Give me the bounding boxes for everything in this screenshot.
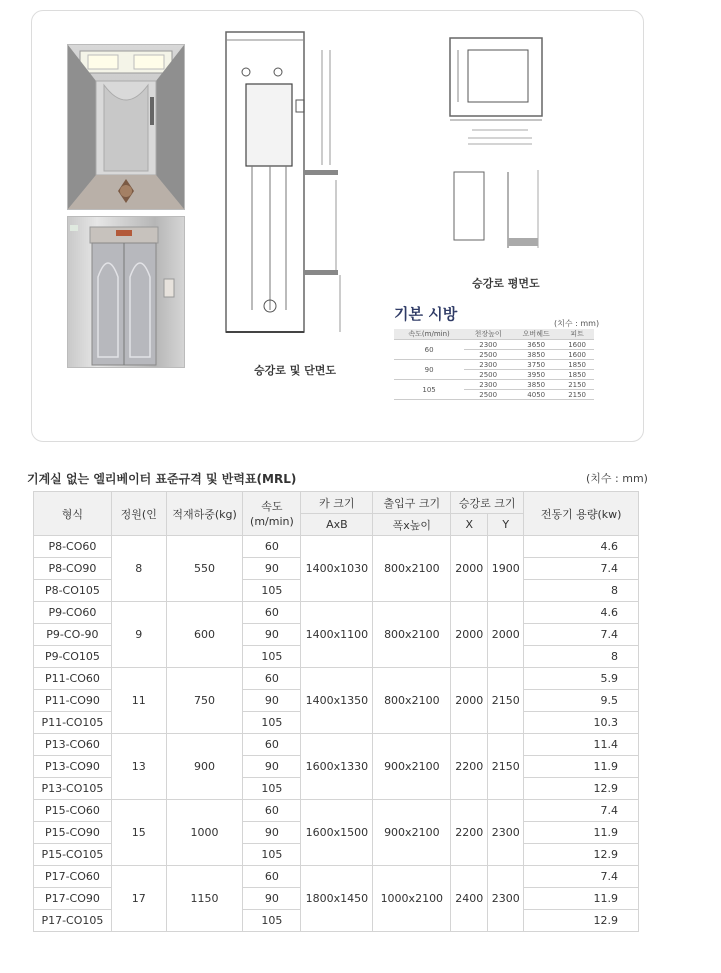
spec-speed: 90: [394, 360, 464, 380]
spec-speed: 60: [394, 340, 464, 360]
header-speed: 속도 (m/min): [243, 492, 301, 536]
model-cell: P17-CO90: [34, 888, 112, 910]
speed-cell: 90: [243, 822, 301, 844]
spec-cell: 2500: [464, 390, 512, 400]
spec-unit: (치수 : mm): [554, 319, 600, 328]
spec-header: 천장높이: [464, 329, 512, 340]
hoistway-y-cell: 2300: [488, 800, 524, 866]
door-size-cell: 900x2100: [373, 734, 451, 800]
speed-cell: 60: [243, 800, 301, 822]
model-cell: P8-CO60: [34, 536, 112, 558]
speed-cell: 90: [243, 888, 301, 910]
spec-cell: 3850: [512, 350, 560, 360]
table-title: 기계실 없는 엘리베이터 표준규격 및 반력표(MRL): [27, 472, 297, 486]
speed-cell: 60: [243, 668, 301, 690]
hoistway-plan-drawing: [428, 20, 558, 270]
spec-cell: 3750: [512, 360, 560, 370]
speed-cell: 105: [243, 778, 301, 800]
motor-capacity-cell: 11.4: [524, 734, 639, 756]
spec-row: [394, 360, 594, 370]
door-size-cell: 1000x2100: [373, 866, 451, 932]
spec-cell: 4050: [512, 390, 560, 400]
header-hw-x: X: [451, 514, 488, 536]
speed-cell: 105: [243, 844, 301, 866]
spec-cell: 3950: [512, 370, 560, 380]
motor-capacity-cell: 7.4: [524, 624, 639, 646]
model-cell: P11-CO105: [34, 712, 112, 734]
load-cell: 600: [166, 602, 243, 668]
model-cell: P15-CO60: [34, 800, 112, 822]
motor-capacity-cell: 11.9: [524, 822, 639, 844]
header-motor: 전동기 용량(kw): [524, 492, 639, 536]
hoistway-x-cell: 2000: [451, 536, 488, 602]
motor-capacity-cell: 12.9: [524, 778, 639, 800]
model-cell: P9-CO-90: [34, 624, 112, 646]
hoistway-x-cell: 2200: [451, 734, 488, 800]
spec-cell: 2150: [560, 390, 594, 400]
hoistway-section-drawing: [212, 20, 362, 350]
model-cell: P11-CO90: [34, 690, 112, 712]
motor-capacity-cell: 9.5: [524, 690, 639, 712]
door-size-cell: 800x2100: [373, 668, 451, 734]
hoistway-y-cell: 2300: [488, 866, 524, 932]
persons-cell: 11: [111, 668, 166, 734]
load-cell: 550: [166, 536, 243, 602]
hoistway-y-cell: 1900: [488, 536, 524, 602]
header-model: 형식: [34, 492, 112, 536]
spec-row: [394, 340, 594, 350]
speed-cell: 60: [243, 866, 301, 888]
motor-capacity-cell: 12.9: [524, 844, 639, 866]
spec-cell: 3650: [512, 340, 560, 350]
hoistway-x-cell: 2200: [451, 800, 488, 866]
table-unit: (치수 : mm): [586, 472, 648, 485]
speed-cell: 90: [243, 558, 301, 580]
motor-capacity-cell: 11.9: [524, 888, 639, 910]
speed-cell: 105: [243, 646, 301, 668]
spec-cell: 2300: [464, 380, 512, 390]
spec-header: 오버헤드: [512, 329, 560, 340]
spec-cell: 2300: [464, 340, 512, 350]
plan-caption: 승강로 평면도: [472, 277, 540, 290]
car-size-cell: 1600x1500: [301, 800, 373, 866]
load-cell: 900: [166, 734, 243, 800]
speed-cell: 105: [243, 910, 301, 932]
car-size-cell: 1600x1330: [301, 734, 373, 800]
motor-capacity-cell: 4.6: [524, 536, 639, 558]
load-cell: 750: [166, 668, 243, 734]
model-cell: P15-CO105: [34, 844, 112, 866]
elevator-door-photo: [67, 216, 185, 368]
motor-capacity-cell: 4.6: [524, 602, 639, 624]
header-hoistway: 승강로 크기: [451, 492, 524, 514]
model-cell: P17-CO60: [34, 866, 112, 888]
load-cell: 1150: [166, 866, 243, 932]
hoistway-x-cell: 2000: [451, 602, 488, 668]
table-row: [34, 800, 639, 822]
spec-table: [394, 329, 594, 400]
header-door: 출입구 크기: [373, 492, 451, 514]
persons-cell: 9: [111, 602, 166, 668]
motor-capacity-cell: 10.3: [524, 712, 639, 734]
hoistway-x-cell: 2400: [451, 866, 488, 932]
header-car-sub: AxB: [301, 514, 373, 536]
motor-capacity-cell: 7.4: [524, 558, 639, 580]
spec-row: [394, 380, 594, 390]
spec-speed: 105: [394, 380, 464, 400]
model-cell: P17-CO105: [34, 910, 112, 932]
table-row: [34, 602, 639, 624]
model-cell: P13-CO60: [34, 734, 112, 756]
motor-capacity-cell: 7.4: [524, 866, 639, 888]
spec-header: 속도(m/min): [394, 329, 464, 340]
spec-cell: 1600: [560, 350, 594, 360]
table-row: [34, 734, 639, 756]
car-size-cell: 1800x1450: [301, 866, 373, 932]
table-row: [34, 668, 639, 690]
persons-cell: 13: [111, 734, 166, 800]
motor-capacity-cell: 11.9: [524, 756, 639, 778]
section-caption: 승강로 및 단면도: [254, 364, 337, 377]
motor-capacity-cell: 5.9: [524, 668, 639, 690]
spec-cell: 3850: [512, 380, 560, 390]
model-cell: P11-CO60: [34, 668, 112, 690]
spec-cell: 2150: [560, 380, 594, 390]
hoistway-y-cell: 2150: [488, 734, 524, 800]
spec-cell: 2500: [464, 370, 512, 380]
header-load: 적재하중(kg): [166, 492, 243, 536]
speed-cell: 105: [243, 580, 301, 602]
speed-cell: 90: [243, 690, 301, 712]
speed-cell: 60: [243, 734, 301, 756]
model-cell: P15-CO90: [34, 822, 112, 844]
spec-cell: 1600: [560, 340, 594, 350]
header-persons: 정원(인: [111, 492, 166, 536]
table-row: [34, 536, 639, 558]
motor-capacity-cell: 12.9: [524, 910, 639, 932]
hoistway-y-cell: 2000: [488, 602, 524, 668]
model-cell: P13-CO105: [34, 778, 112, 800]
model-cell: P9-CO60: [34, 602, 112, 624]
table-row: [34, 866, 639, 888]
motor-capacity-cell: 8: [524, 646, 639, 668]
hoistway-y-cell: 2150: [488, 668, 524, 734]
model-cell: P9-CO105: [34, 646, 112, 668]
door-size-cell: 900x2100: [373, 800, 451, 866]
spec-cell: 2500: [464, 350, 512, 360]
persons-cell: 17: [111, 866, 166, 932]
speed-cell: 60: [243, 536, 301, 558]
persons-cell: 15: [111, 800, 166, 866]
speed-cell: 90: [243, 756, 301, 778]
model-cell: P8-CO90: [34, 558, 112, 580]
door-size-cell: 800x2100: [373, 536, 451, 602]
elevator-interior-photo: [67, 44, 185, 210]
model-cell: P13-CO90: [34, 756, 112, 778]
header-car: 카 크기: [301, 492, 373, 514]
speed-cell: 90: [243, 624, 301, 646]
motor-capacity-cell: 8: [524, 580, 639, 602]
motor-capacity-cell: 7.4: [524, 800, 639, 822]
persons-cell: 8: [111, 536, 166, 602]
car-size-cell: 1400x1030: [301, 536, 373, 602]
spec-cell: 1850: [560, 370, 594, 380]
speed-cell: 105: [243, 712, 301, 734]
load-cell: 1000: [166, 800, 243, 866]
spec-title: 기본 시방: [394, 305, 458, 323]
header-door-sub: 폭x높이: [373, 514, 451, 536]
car-size-cell: 1400x1350: [301, 668, 373, 734]
spec-cell: 2300: [464, 360, 512, 370]
speed-cell: 60: [243, 602, 301, 624]
hoistway-x-cell: 2000: [451, 668, 488, 734]
spec-cell: 1850: [560, 360, 594, 370]
door-size-cell: 800x2100: [373, 602, 451, 668]
spec-table-main: [33, 491, 639, 932]
model-cell: P8-CO105: [34, 580, 112, 602]
car-size-cell: 1400x1100: [301, 602, 373, 668]
spec-header: 피트: [560, 329, 594, 340]
header-hw-y: Y: [488, 514, 524, 536]
